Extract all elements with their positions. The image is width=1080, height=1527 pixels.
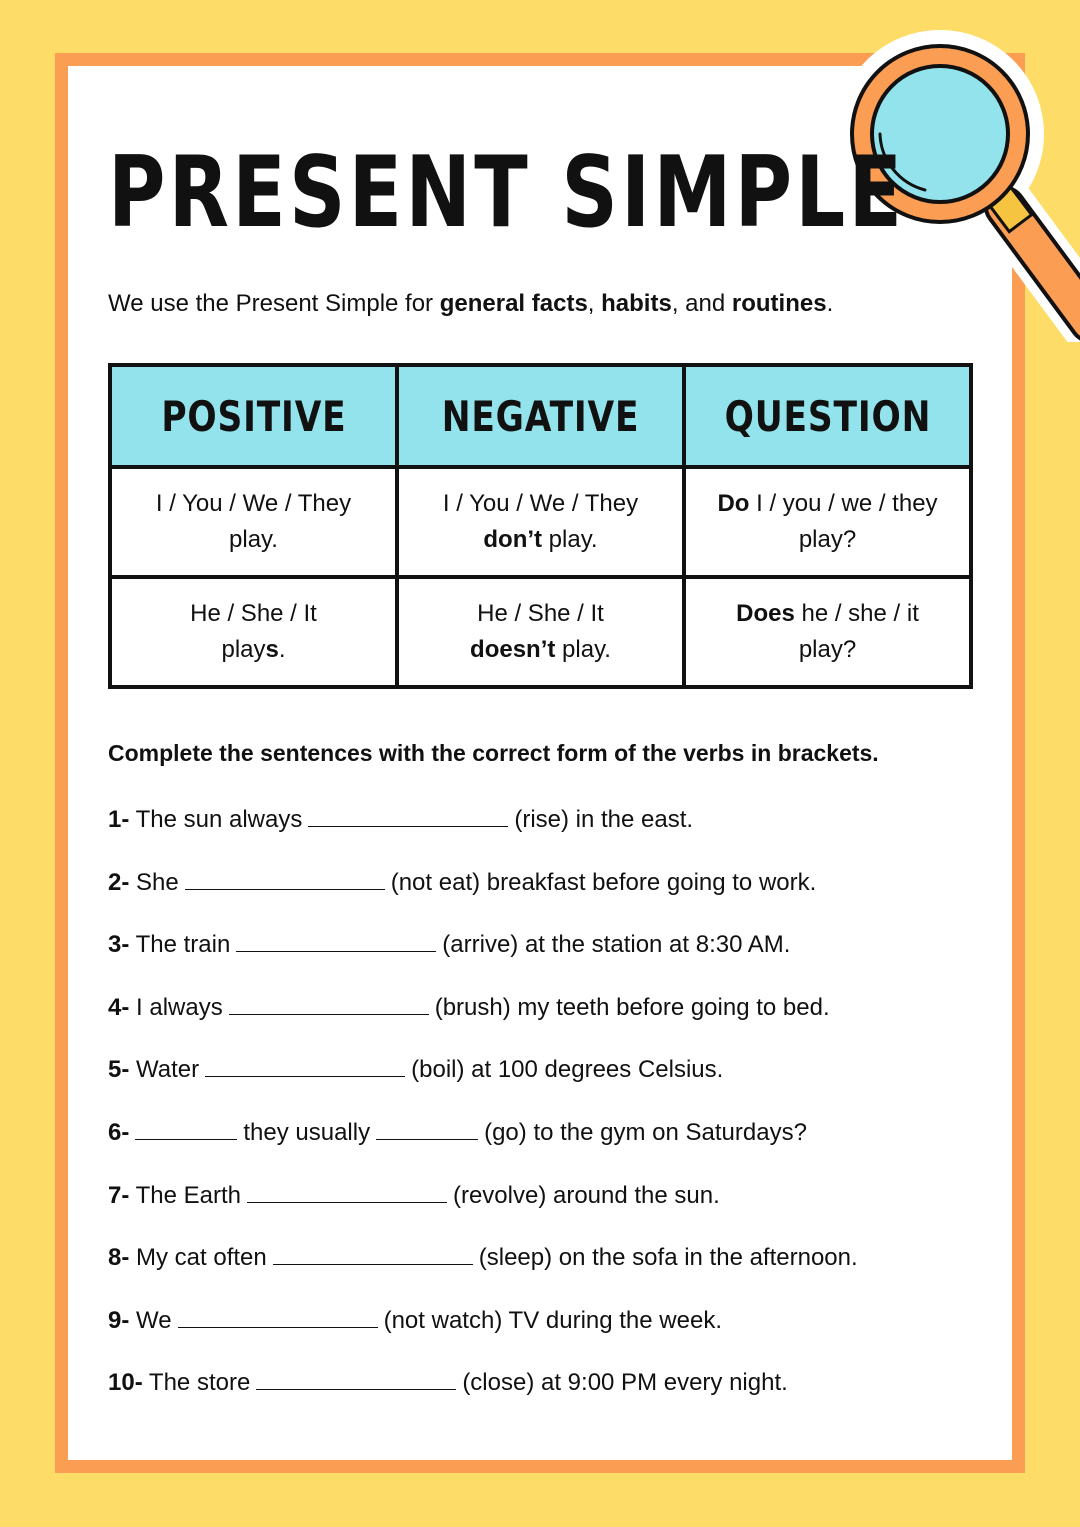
answer-blank[interactable] — [229, 988, 429, 1015]
intro-text: We use the Present Simple for general facts, habits, and routines. — [108, 290, 834, 317]
answer-blank[interactable] — [273, 1238, 473, 1265]
header-question: QUESTION — [684, 365, 971, 467]
cell-negative-plural: I / You / We / They don’t play. — [397, 467, 684, 577]
answer-blank[interactable] — [256, 1363, 456, 1390]
header-positive: POSITIVE — [110, 365, 397, 467]
exercise-item: 6- they usually (go) to the gym on Saturdays? — [108, 1113, 968, 1176]
exercise-item: 9- We (not watch) TV during the week. — [108, 1301, 968, 1364]
table-row — [110, 467, 971, 577]
exercise-item: 10- The store (close) at 9:00 PM every night. — [108, 1363, 968, 1426]
answer-blank[interactable] — [247, 1176, 447, 1203]
cell-negative-singular: He / She / It doesn’t play. — [397, 577, 684, 687]
answer-blank[interactable] — [178, 1301, 378, 1328]
cell-positive-singular: He / She / It plays. — [110, 577, 397, 687]
exercise-item: 3- The train (arrive) at the station at 8:30 AM. — [108, 925, 968, 988]
table-header-row — [110, 365, 971, 467]
cell-positive-plural: I / You / We / They play. — [110, 467, 397, 577]
grammar-table — [108, 363, 973, 689]
exercise-item: 8- My cat often (sleep) on the sofa in the afternoon. — [108, 1238, 968, 1301]
cell-question-singular: Does he / she / it play? — [684, 577, 971, 687]
answer-blank[interactable] — [135, 1113, 237, 1140]
exercise-item: 4- I always (brush) my teeth before going to bed. — [108, 988, 968, 1051]
exercise-instruction: Complete the sentences with the correct form of the verbs in brackets. — [108, 740, 879, 766]
exercise-item: 7- The Earth (revolve) around the sun. — [108, 1176, 968, 1239]
answer-blank[interactable] — [236, 925, 436, 952]
answer-blank[interactable] — [185, 863, 385, 890]
exercise-item: 1- The sun always (rise) in the east. — [108, 800, 968, 863]
answer-blank[interactable] — [205, 1050, 405, 1077]
page-title: PRESENT SIMPLE — [108, 136, 906, 250]
exercise-item: 2- She (not eat) breakfast before going to work. — [108, 863, 968, 926]
answer-blank[interactable] — [376, 1113, 478, 1140]
answer-blank[interactable] — [308, 800, 508, 827]
table-row — [110, 577, 971, 687]
exercise-list — [108, 800, 968, 1426]
cell-question-plural: Do I / you / we / they play? — [684, 467, 971, 577]
header-negative: NEGATIVE — [397, 365, 684, 467]
exercise-item: 5- Water (boil) at 100 degrees Celsius. — [108, 1050, 968, 1113]
